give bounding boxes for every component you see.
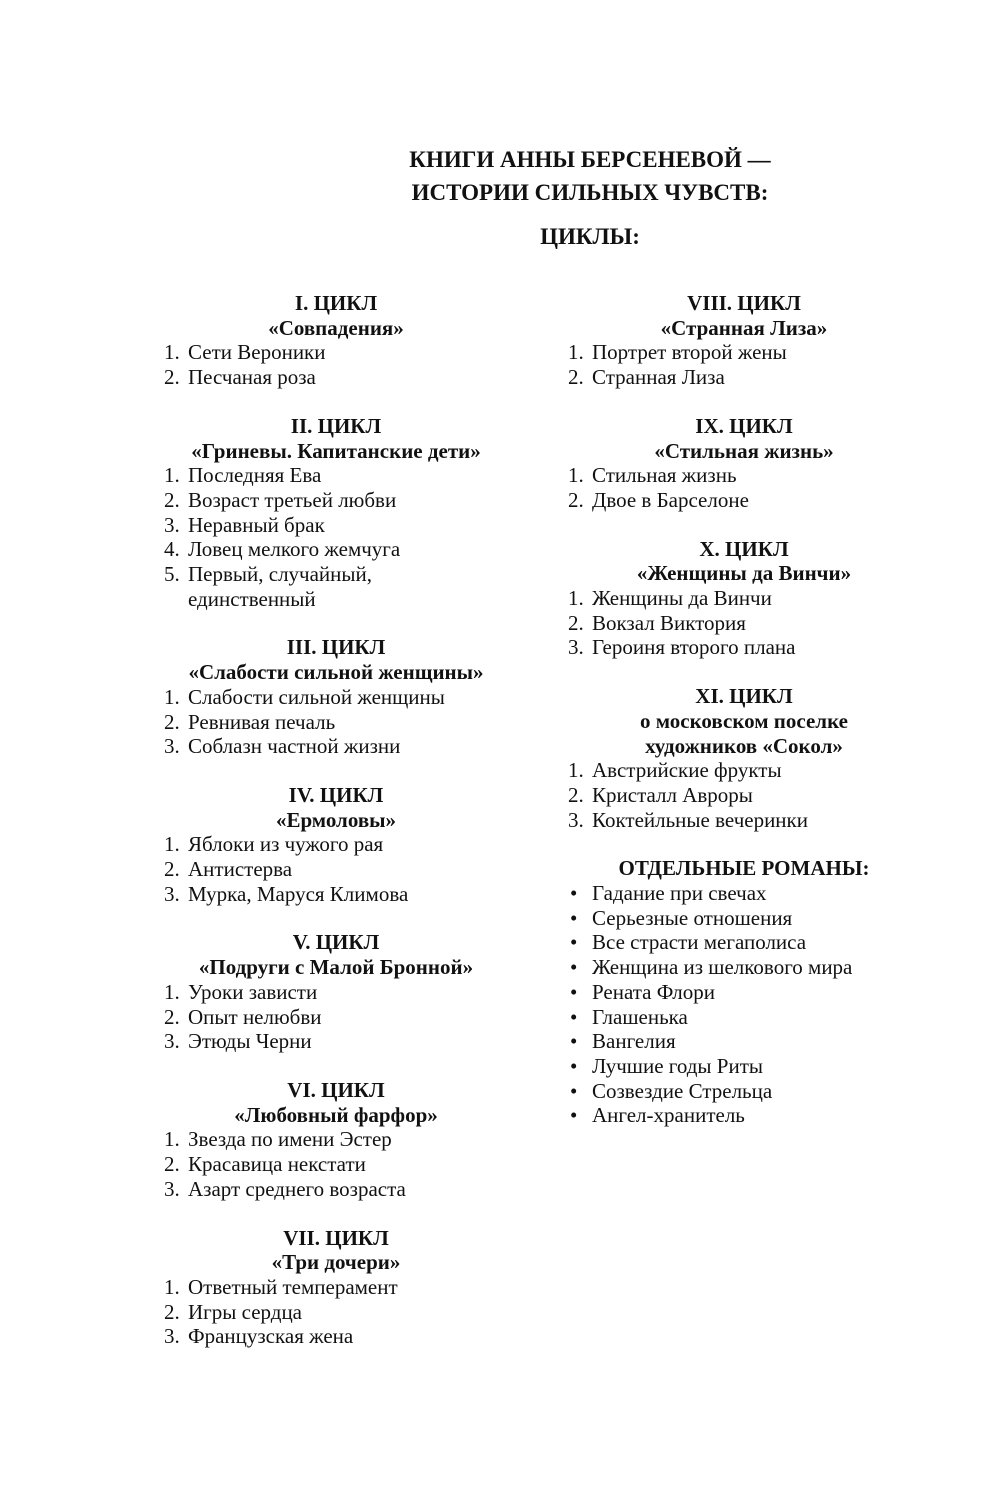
bullet-icon: • — [570, 1029, 578, 1054]
novel-title: Женщина из шелкового мира — [592, 955, 853, 980]
book-number: 3. — [568, 807, 584, 832]
book-title: Мурка, Маруся Климова — [188, 881, 409, 906]
novel-title: Рената Флори — [592, 979, 716, 1004]
book-title: Слабости сильной женщины — [188, 684, 445, 709]
book-number: 4. — [164, 537, 180, 562]
book-number: 2. — [164, 1152, 180, 1177]
bullet-icon: • — [570, 1078, 578, 1103]
book-number: 1. — [164, 1274, 180, 1299]
book-item — [164, 1152, 516, 1177]
novel-title: Ангел-хранитель — [592, 1103, 745, 1128]
book-number: 2. — [164, 1004, 180, 1029]
book-number: 1. — [164, 684, 180, 709]
cycle-number: I. ЦИКЛ — [294, 291, 378, 315]
book-item — [164, 463, 516, 488]
cycle-name-line-1: о московском поселке — [640, 708, 848, 733]
book-number: 2. — [568, 487, 584, 512]
book-title: Яблоки из чужого рая — [188, 832, 384, 857]
book-title: Вокзал Виктория — [592, 610, 746, 635]
book-title: Первый, случайный, единственный — [188, 562, 373, 611]
list-item — [568, 1029, 918, 1054]
cycle-name: «Стильная жизнь» — [654, 438, 834, 463]
book-number: 2. — [164, 857, 180, 882]
list-item — [568, 1054, 918, 1079]
book-item — [164, 1177, 516, 1202]
bullet-icon: • — [570, 1053, 578, 1078]
bullet-icon: • — [570, 1004, 578, 1029]
book-number: 3. — [164, 512, 180, 537]
right-column — [568, 291, 918, 1152]
cycle-number: VI. ЦИКЛ — [287, 1077, 385, 1102]
book-item — [164, 1029, 516, 1054]
book-number: 3. — [164, 1176, 180, 1201]
novel-title: Созвездие Стрельца — [592, 1078, 773, 1103]
cycle-4 — [164, 783, 516, 907]
book-number: 1. — [164, 463, 180, 488]
book-title: Звезда по имени Эстер — [188, 1127, 392, 1152]
book-number: 2. — [568, 782, 584, 807]
book-number: 2. — [568, 365, 584, 390]
book-title: Неравный брак — [188, 512, 325, 537]
book-number: 2. — [568, 610, 584, 635]
book-number: 1. — [568, 463, 584, 488]
book-item — [568, 463, 918, 488]
title-line-2: ИСТОРИИ СИЛЬНЫХ ЧУВСТВ: — [411, 180, 769, 205]
book-title: Ответный темперамент — [188, 1274, 398, 1299]
list-item — [568, 980, 918, 1005]
cycle-name-line-2: художников «Сокол» — [645, 733, 843, 758]
book-title: Стильная жизнь — [592, 463, 737, 488]
book-title: Кристалл Авроры — [592, 782, 753, 807]
book-title: Австрийские фрукты — [592, 758, 782, 783]
book-item — [568, 611, 918, 636]
book-title: Женщины да Винчи — [592, 586, 772, 611]
book-title: Последняя Ева — [188, 463, 322, 488]
cycle-7 — [164, 1226, 516, 1350]
book-number: 3. — [164, 1029, 180, 1054]
book-number: 1. — [164, 832, 180, 857]
novel-title: Вангелия — [592, 1029, 676, 1054]
book-item — [164, 513, 516, 538]
title-line-1: КНИГИ АННЫ БЕРСЕНЕВОЙ — — [409, 147, 771, 172]
book-item — [568, 808, 918, 833]
book-title: Двое в Барселоне — [592, 487, 749, 512]
cycle-number: IV. ЦИКЛ — [288, 782, 384, 807]
list-item — [568, 1079, 918, 1104]
book-title: Сети Вероники — [188, 340, 326, 365]
cycle-name: «Странная Лиза» — [660, 315, 828, 340]
book-item — [164, 488, 516, 513]
novel-title: Серьезные отношения — [592, 905, 793, 930]
book-title: Героиня второго плана — [592, 635, 796, 660]
book-title: Игры сердца — [188, 1299, 303, 1324]
cycle-3 — [164, 635, 516, 759]
book-title: Ловец мелкого жемчуга — [188, 537, 401, 562]
bullet-icon: • — [570, 881, 578, 906]
book-item — [164, 882, 516, 907]
book-title: Портрет второй жены — [592, 340, 787, 365]
cycles-heading: ЦИКЛЫ: — [540, 224, 640, 249]
cycle-name: «Женщины да Винчи» — [636, 561, 852, 586]
book-item — [164, 685, 516, 710]
book-item — [164, 734, 516, 759]
book-title: Ревнивая печаль — [188, 709, 336, 734]
book-item — [164, 710, 516, 735]
bullet-icon: • — [570, 979, 578, 1004]
book-title: Странная Лиза — [592, 365, 725, 390]
book-item — [164, 832, 516, 857]
cycle-name: «Слабости сильной женщины» — [188, 660, 484, 685]
book-item — [568, 365, 918, 390]
book-number: 1. — [164, 1127, 180, 1152]
book-number: 2. — [164, 487, 180, 512]
cycle-9 — [568, 414, 918, 513]
cycle-number: X. ЦИКЛ — [699, 536, 789, 561]
left-column — [164, 291, 516, 1373]
book-item — [164, 857, 516, 882]
cycle-name: «Три дочери» — [271, 1250, 401, 1275]
book-title: Этюды Черни — [188, 1029, 312, 1054]
book-number: 3. — [164, 734, 180, 759]
book-number: 3. — [164, 881, 180, 906]
cycle-name: «Ермоловы» — [275, 807, 397, 832]
book-title: Красавица некстати — [188, 1152, 366, 1177]
bullet-icon: • — [570, 905, 578, 930]
book-item — [164, 980, 516, 1005]
cycle-number: VII. ЦИКЛ — [283, 1225, 389, 1250]
book-item — [164, 340, 516, 365]
standalone-novels — [568, 856, 918, 1128]
book-number: 3. — [568, 635, 584, 660]
book-item — [164, 537, 516, 562]
book-number: 1. — [164, 979, 180, 1004]
list-item — [568, 881, 918, 906]
book-item — [164, 1300, 516, 1325]
book-number: 1. — [164, 340, 180, 365]
cycle-8 — [568, 291, 918, 390]
cycle-number: II. ЦИКЛ — [290, 413, 382, 438]
book-item — [568, 586, 918, 611]
book-item — [568, 488, 918, 513]
cycle-number: V. ЦИКЛ — [292, 930, 380, 955]
novel-title: Гадание при свечах — [592, 881, 767, 906]
book-number: 2. — [164, 709, 180, 734]
cycle-6 — [164, 1078, 516, 1202]
cycle-5 — [164, 930, 516, 1054]
cycle-number: XI. ЦИКЛ — [695, 684, 793, 709]
cycle-name: «Любовный фарфор» — [234, 1102, 438, 1127]
novel-title: Лучшие годы Риты — [592, 1053, 763, 1078]
book-item — [568, 635, 918, 660]
book-title: Антистерва — [188, 857, 293, 882]
novel-title: Глашенька — [592, 1004, 688, 1029]
bullet-icon: • — [570, 930, 578, 955]
book-number: 1. — [568, 340, 584, 365]
book-number: 2. — [164, 365, 180, 390]
cycle-1 — [164, 291, 516, 390]
list-item — [568, 906, 918, 931]
cycle-name: «Совпадения» — [268, 315, 404, 340]
page-title — [250, 143, 930, 209]
book-item — [164, 1324, 516, 1349]
book-item — [164, 365, 516, 390]
book-title: Французская жена — [188, 1324, 354, 1349]
list-item — [568, 1005, 918, 1030]
standalone-heading: ОТДЕЛЬНЫЕ РОМАНЫ: — [618, 856, 870, 881]
cycle-10 — [568, 537, 918, 661]
book-title: Опыт нелюбви — [188, 1004, 322, 1029]
book-title: Соблазн частной жизни — [188, 734, 401, 759]
book-item — [164, 1127, 516, 1152]
book-item — [164, 1005, 516, 1030]
cycle-number: III. ЦИКЛ — [286, 635, 386, 660]
book-title: Азарт среднего возраста — [188, 1176, 406, 1201]
book-number: 3. — [164, 1324, 180, 1349]
novel-title: Все страсти мегаполиса — [592, 930, 807, 955]
book-item — [164, 1275, 516, 1300]
cycle-number: IX. ЦИКЛ — [695, 413, 793, 438]
bullet-icon: • — [570, 955, 578, 980]
cycle-name: «Подруги с Малой Бронной» — [198, 955, 474, 980]
book-item — [164, 562, 516, 611]
book-number: 2. — [164, 1299, 180, 1324]
book-item — [568, 340, 918, 365]
book-item — [568, 758, 918, 783]
cycle-name: «Гриневы. Капитанские дети» — [191, 438, 481, 463]
cycle-11 — [568, 684, 918, 832]
list-item — [568, 1103, 918, 1128]
book-item — [568, 783, 918, 808]
book-title: Уроки зависти — [188, 979, 318, 1004]
book-title: Песчаная роза — [188, 365, 316, 390]
book-number: 1. — [568, 758, 584, 783]
cycle-number: VIII. ЦИКЛ — [687, 291, 801, 315]
bullet-icon: • — [570, 1103, 578, 1128]
list-item — [568, 930, 918, 955]
book-number: 5. — [164, 562, 180, 587]
book-title: Возраст третьей любви — [188, 487, 397, 512]
cycle-2 — [164, 414, 516, 612]
book-title: Коктейльные вечеринки — [592, 807, 808, 832]
book-number: 1. — [568, 586, 584, 611]
list-item — [568, 955, 918, 980]
